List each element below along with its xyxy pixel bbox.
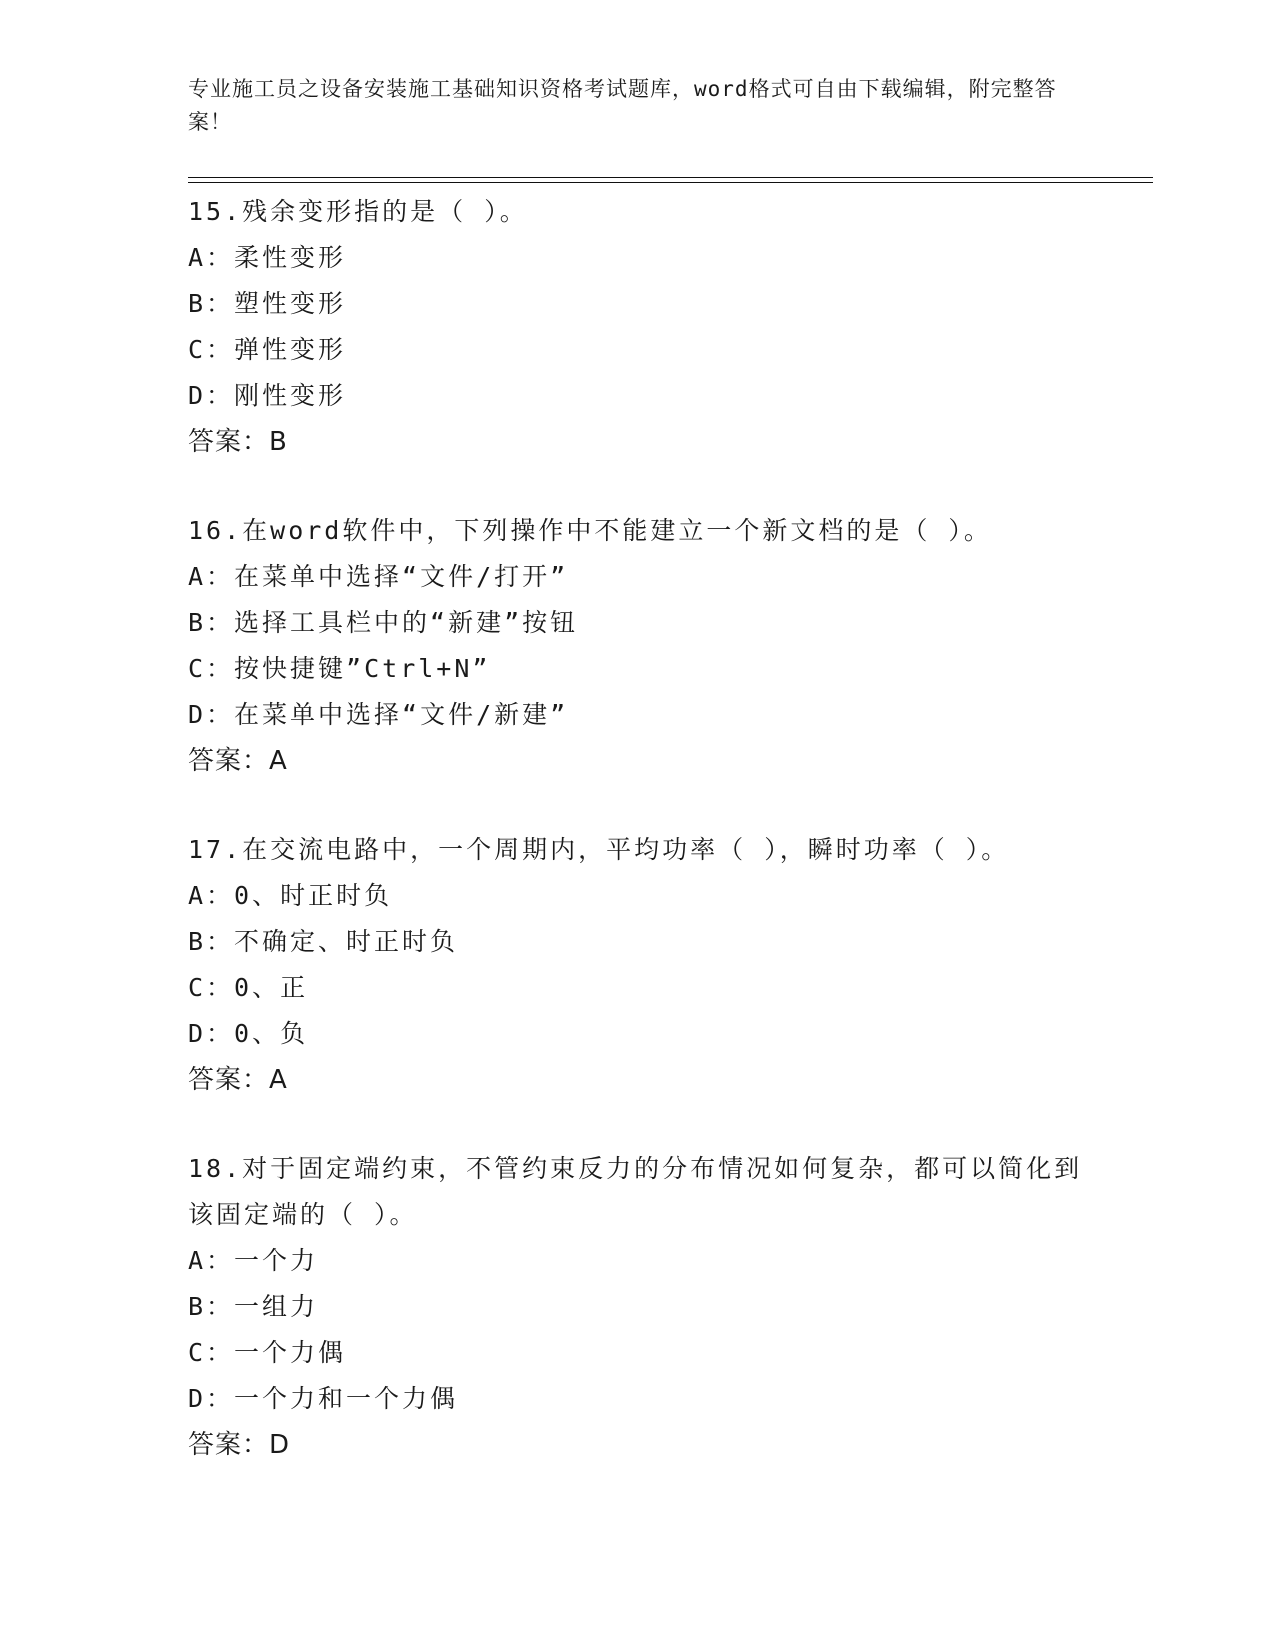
option-a: A：柔性变形: [188, 243, 347, 272]
option-b: B：选择工具栏中的“新建”按钮: [188, 608, 579, 637]
question-title: 16.在word软件中，下列操作中不能建立一个新文档的是（ ）。: [188, 516, 992, 545]
question-15: [188, 189, 1088, 465]
document-header: 专业施工员之设备安装施工基础知识资格考试题库，word格式可自由下载编辑，附完整答案！: [188, 77, 1057, 134]
answer: 答案：D: [188, 1430, 291, 1460]
question-16: [188, 508, 1088, 784]
option-a: A：0、时正时负: [188, 881, 393, 910]
answer: 答案：B: [188, 427, 288, 457]
option-b: B：不确定、时正时负: [188, 927, 459, 956]
option-d: D：在菜单中选择“文件/新建”: [188, 700, 569, 729]
question-18: [188, 1146, 1088, 1468]
option-b: B：一组力: [188, 1292, 319, 1321]
option-c: C：弹性变形: [188, 335, 347, 364]
option-b: B：塑性变形: [188, 289, 347, 318]
option-a: A：在菜单中选择“文件/打开”: [188, 562, 569, 591]
answer: 答案：A: [188, 746, 288, 776]
option-c: C：按快捷键”Ctrl+N”: [188, 654, 491, 683]
option-c: C：0、正: [188, 973, 309, 1002]
option-d: D：0、负: [188, 1019, 309, 1048]
answer: 答案：A: [188, 1065, 288, 1095]
question-title: 18.对于固定端约束，不管约束反力的分布情况如何复杂，都可以简化到该固定端的（ ）。: [188, 1154, 1083, 1229]
question-title: 15.残余变形指的是（ ）。: [188, 197, 528, 226]
option-d: D：刚性变形: [188, 381, 347, 410]
option-d: D：一个力和一个力偶: [188, 1384, 459, 1413]
question-title: 17.在交流电路中，一个周期内，平均功率（ ），瞬时功率（ ）。: [188, 835, 1010, 864]
header-divider-top: [188, 177, 1153, 178]
option-c: C：一个力偶: [188, 1338, 347, 1367]
question-17: [188, 827, 1088, 1103]
header-divider-bottom: [188, 182, 1153, 183]
option-a: A：一个力: [188, 1246, 319, 1275]
